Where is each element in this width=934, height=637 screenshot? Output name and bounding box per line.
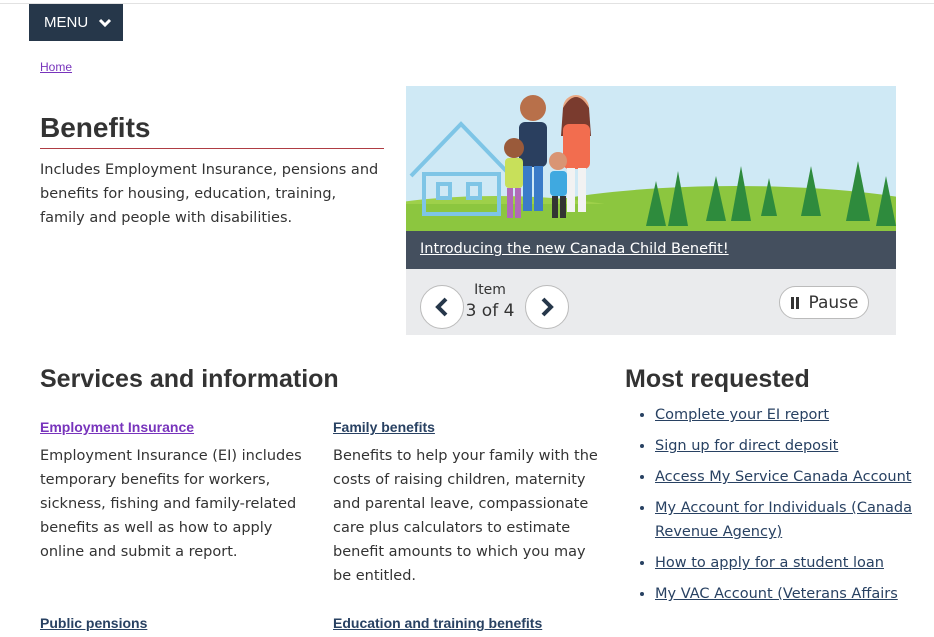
service-desc-family-benefits: Benefits to help your family with the costs of raising children, maternity and parental leave, compassionate care plus calculators to estimate benefit amounts to which you may be entitled.	[333, 448, 598, 584]
carousel-item-count: 3 of 4	[465, 301, 515, 321]
page-title: Benefits	[40, 112, 384, 149]
service-link-employment-insurance[interactable]: Employment Insurance	[40, 419, 195, 435]
menu-button[interactable]	[29, 4, 123, 41]
list-item	[655, 465, 934, 489]
breadcrumb-home[interactable]: Home	[40, 60, 73, 74]
most-requested-link[interactable]: Access My Service Canada Account	[655, 469, 912, 485]
family-illustration	[406, 86, 896, 231]
service-desc-employment-insurance: Employment Insurance (EI) includes temporary benefits for workers, sickness, fishing and family-related benefits as well as how to apply online and submit a report.	[40, 448, 302, 560]
chevron-right-icon	[538, 296, 556, 318]
carousel-item-label: Item	[474, 282, 506, 298]
menu-button-label: MENU	[44, 14, 89, 31]
list-item	[655, 434, 934, 458]
carousel-pause-button[interactable]	[779, 286, 869, 319]
carousel-caption-link[interactable]: Introducing the new Canada Child Benefit!	[420, 241, 729, 257]
service-link-education-training[interactable]: Education and training benefits	[333, 615, 543, 631]
chevron-left-icon	[433, 296, 451, 318]
carousel	[406, 86, 896, 335]
list-item	[655, 582, 934, 606]
list-item	[655, 403, 934, 427]
most-requested-link[interactable]: How to apply for a student loan	[655, 555, 884, 571]
most-requested-link[interactable]: My VAC Account (Veterans Affairs	[655, 586, 898, 602]
carousel-prev-button[interactable]	[420, 285, 464, 329]
pause-icon	[790, 297, 800, 309]
service-link-family-benefits[interactable]: Family benefits	[333, 419, 435, 435]
carousel-banner-illustration	[406, 86, 896, 231]
top-border	[0, 0, 934, 4]
carousel-caption	[406, 231, 896, 269]
most-requested-link[interactable]: My Account for Individuals (Canada Revenue Agency)	[655, 500, 913, 540]
chevron-down-icon	[98, 18, 112, 28]
most-requested-link[interactable]: Complete your EI report	[655, 407, 830, 423]
carousel-next-button[interactable]	[525, 285, 569, 329]
list-item	[655, 496, 934, 544]
pause-label: Pause	[808, 292, 859, 313]
service-link-public-pensions[interactable]: Public pensions	[40, 615, 148, 631]
most-requested-list	[625, 403, 934, 613]
most-requested-heading: Most requested	[625, 365, 810, 393]
page-intro: Includes Employment Insurance, pensions and benefits for housing, education, training, family and people with disabilities.	[40, 162, 379, 226]
most-requested-link[interactable]: Sign up for direct deposit	[655, 438, 839, 454]
services-heading: Services and information	[40, 365, 339, 393]
list-item	[655, 551, 934, 575]
